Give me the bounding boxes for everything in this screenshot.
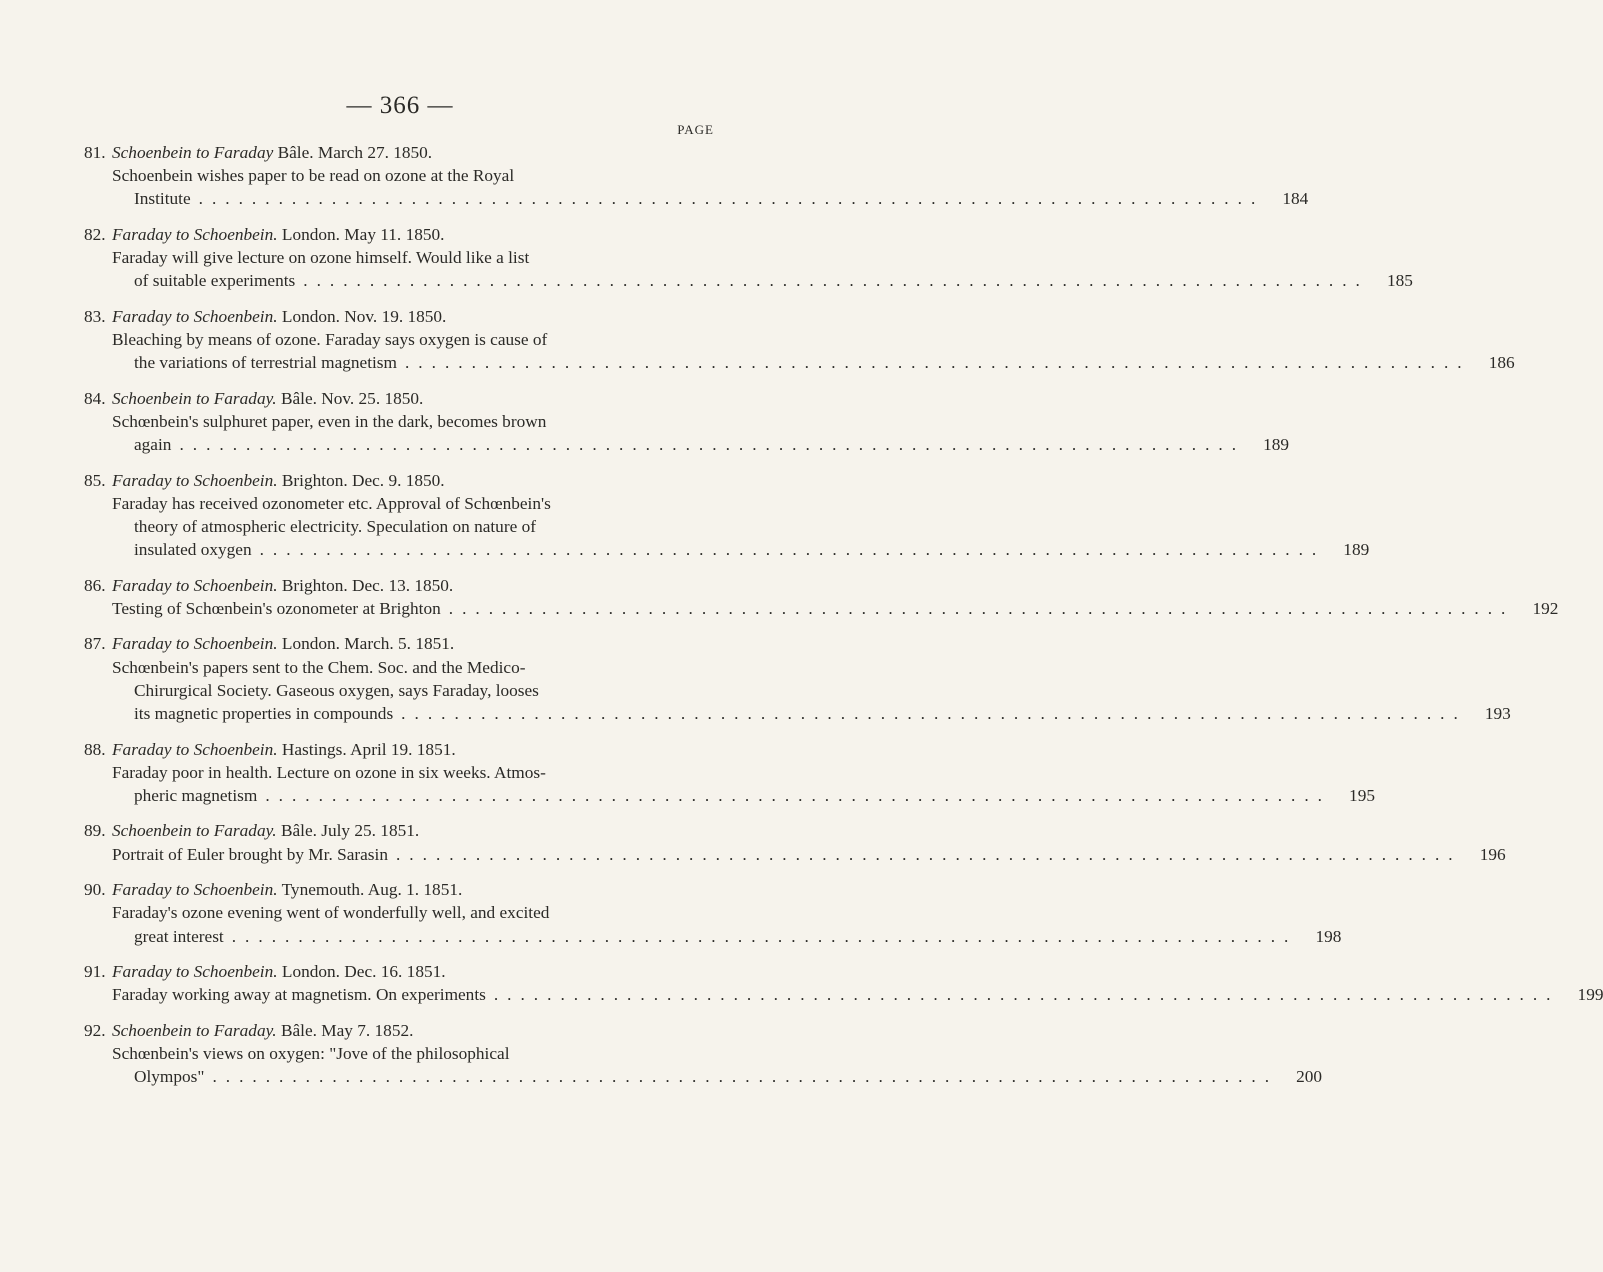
entry-summary [112,901,1342,947]
summary-last-line [112,538,1370,561]
summary-last-line [112,187,1309,210]
entry-heading [84,141,724,164]
entry-number: 82. [84,224,106,244]
page-reference: 192 [1532,598,1559,618]
entry-number: 83. [84,306,106,326]
entry-heading [84,819,724,842]
entry-correspondents: Schoenbein to Faraday. [112,388,277,408]
entry-heading [84,1019,724,1042]
dot-leader: ................................................................................ [493,985,1560,1005]
summary-line: Schœnbein's views on oxygen: "Jove of the philosophical [112,1043,510,1063]
dot-leader: ................................................................................ [448,598,1515,618]
entry-place-date: Brighton. Dec. 9. 1850. [277,470,445,490]
page-reference: 196 [1479,844,1506,864]
entry-correspondents: Schoenbein to Faraday [112,143,274,162]
entry-correspondents: Faraday to Schoenbein. [112,306,278,326]
summary-line: great interest [134,926,224,946]
summary-line: theory of atmospheric electricity. Speculation on nature of [134,517,536,537]
entry-place-date: London. Nov. 19. 1850. [277,306,447,326]
summary-line: Testing of Schœnbein's ozonometer at Brighton [112,598,441,618]
entry-number: 90. [84,880,106,900]
summary-line: the variations of terrestrial magnetism [134,353,397,373]
summary-last-line [112,784,1375,807]
entry-correspondents: Faraday to Schoenbein. [112,575,278,595]
summary-line: again [134,435,172,455]
summary-line: of suitable experiments [134,271,296,291]
entry-heading [84,960,724,983]
entry-place-date: London. May 11. 1850. [277,224,445,244]
entry-place-date: Bâle. May 7. 1852. [276,1020,414,1040]
entry-summary [112,983,1603,1006]
dot-leader: ................................................................................ [179,435,1246,455]
summary-last-line [112,702,1511,725]
dot-leader: ................................................................................ [259,540,1326,560]
summary-line: Institute [134,189,191,209]
entry-number: 89. [84,821,106,841]
entry-number: 84. [84,388,106,408]
index-entry [84,819,1506,865]
entry-summary [112,246,1413,292]
entry-summary [112,492,1370,562]
entry-summary [112,410,1290,456]
entry-place-date: London. Dec. 16. 1851. [277,962,446,982]
entry-place-date: London. March. 5. 1851. [277,634,455,654]
entry-number: 91. [84,962,106,982]
page-reference: 199 [1577,985,1603,1005]
dot-leader: ................................................................................ [404,353,1471,373]
index-entry [84,305,1515,375]
page-reference: 198 [1315,926,1342,946]
dot-leader: ................................................................................ [395,844,1462,864]
entry-correspondents: Faraday to Schoenbein. [112,739,278,759]
entry-heading [84,469,724,492]
page-column-label: PAGE [677,122,714,137]
entry-heading [84,632,724,655]
dot-leader: ................................................................................ [212,1067,1279,1087]
entry-number: 86. [84,575,106,595]
summary-line: Schoenbein wishes paper to be read on ozone at the Royal [112,166,515,186]
entry-summary [112,597,1559,620]
entry-place-date: Hastings. April 19. 1851. [277,739,456,759]
letter-index-list [84,141,1603,1101]
entry-correspondents: Faraday to Schoenbein. [112,962,278,982]
entry-summary [112,761,1375,807]
summary-line: Schœnbein's papers sent to the Chem. Soc. and the Medico- [112,657,526,677]
entry-place-date: Tynemouth. Aug. 1. 1851. [277,880,463,900]
summary-last-line [112,925,1342,948]
index-entry [84,574,1559,620]
index-entry [84,878,1342,948]
entry-number: 88. [84,739,106,759]
page-reference: 189 [1263,435,1290,455]
summary-last-line [112,597,1559,620]
summary-line: Chirurgical Society. Gaseous oxygen, says Faraday, looses [134,680,539,700]
entry-number: 81. [84,143,106,162]
summary-line: Bleaching by means of ozone. Faraday says oxygen is cause of [112,330,548,350]
summary-last-line [112,269,1413,292]
entry-number: 92. [84,1020,106,1040]
entry-summary [112,656,1511,726]
page-reference: 186 [1488,353,1515,373]
entry-heading [84,574,724,597]
entry-heading [84,305,724,328]
summary-last-line [112,1065,1323,1088]
dot-leader: ................................................................................ [231,926,1298,946]
entry-correspondents: Faraday to Schoenbein. [112,224,278,244]
summary-line: Faraday working away at magnetism. On experiments [112,985,486,1005]
page-reference: 184 [1282,189,1309,209]
entry-place-date: Bâle. March 27. 1850. [273,143,433,162]
summary-line: Faraday will give lecture on ozone himself. Would like a list [112,248,530,268]
page-reference: 200 [1296,1067,1323,1087]
index-entry [84,469,1370,562]
entry-summary [112,1042,1323,1088]
summary-line: Faraday's ozone evening went of wonderfully well, and excited [112,903,550,923]
entry-summary [112,164,1309,210]
page-reference: 189 [1343,540,1370,560]
entry-heading [84,738,724,761]
summary-line: pheric magnetism [134,785,258,805]
summary-last-line [112,351,1515,374]
entry-summary [112,843,1506,866]
summary-last-line [112,983,1603,1006]
page-reference: 195 [1349,785,1375,805]
entry-heading [84,878,724,901]
entry-correspondents: Faraday to Schoenbein. [112,470,278,490]
dot-leader: ................................................................................ [265,785,1331,805]
index-entry [84,223,1413,293]
entry-heading [84,387,724,410]
index-entry [84,387,1290,457]
entry-number: 87. [84,634,106,654]
index-entry [84,960,1603,1006]
summary-line: its magnetic properties in compounds [134,704,394,724]
summary-line: Faraday poor in health. Lecture on ozone in six weeks. Atmos- [112,762,546,782]
page-reference: 185 [1386,271,1413,291]
summary-line: Olympos" [134,1067,205,1087]
index-entry [84,1019,1323,1089]
dot-leader: ................................................................................ [401,704,1467,724]
entry-heading [84,223,724,246]
summary-line: Portrait of Euler brought by Mr. Sarasin [112,844,388,864]
entry-correspondents: Faraday to Schoenbein. [112,880,278,900]
summary-last-line [112,433,1290,456]
entry-correspondents: Faraday to Schoenbein. [112,634,278,654]
page-reference: 193 [1484,704,1511,724]
entry-number: 85. [84,470,106,490]
index-entry [84,738,1375,808]
page-number: — 366 — [346,92,454,119]
summary-last-line [112,843,1506,866]
entry-place-date: Bâle. Nov. 25. 1850. [276,388,424,408]
entry-summary [112,328,1515,374]
index-entry [84,141,1309,211]
entry-correspondents: Schoenbein to Faraday. [112,1020,277,1040]
entry-correspondents: Schoenbein to Faraday. [112,821,277,841]
entry-place-date: Bâle. July 25. 1851. [276,821,420,841]
index-entry [84,632,1511,725]
summary-line: Faraday has received ozonometer etc. Approval of Schœnbein's [112,493,551,513]
dot-leader: ................................................................................ [303,271,1369,291]
summary-line: Schœnbein's sulphuret paper, even in the dark, becomes brown [112,411,547,431]
summary-line: insulated oxygen [134,540,252,560]
entry-place-date: Brighton. Dec. 13. 1850. [277,575,454,595]
dot-leader: ................................................................................ [198,189,1265,209]
